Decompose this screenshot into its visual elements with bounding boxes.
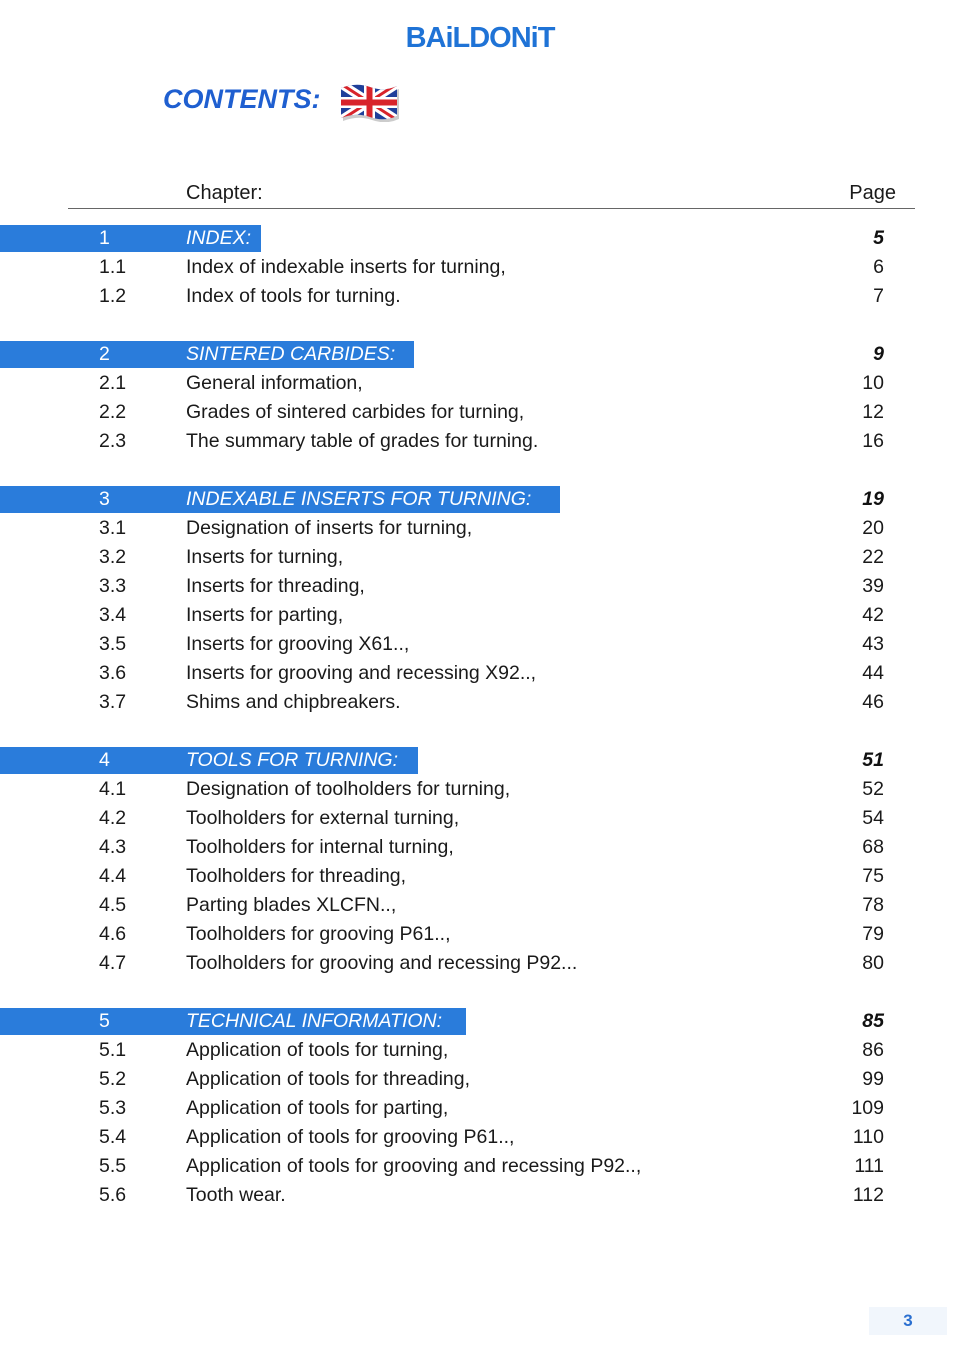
entry-number: 3.1 [99,517,127,539]
entry-page: 75 [862,865,884,887]
entry-number: 4.2 [99,807,127,829]
entry-number: 1.1 [99,256,127,278]
toc-entry[interactable] [0,891,960,920]
toc-entry[interactable] [0,659,960,688]
table-of-contents [0,224,960,1239]
chapter-number: 2 [99,343,110,365]
entry-page: 10 [862,372,884,394]
entry-page: 42 [862,604,884,626]
entry-number: 4.5 [99,894,127,916]
entry-title: Application of tools for grooving and recessing P92.., [186,1155,642,1177]
entry-page: 86 [862,1039,884,1061]
entry-number: 2.1 [99,372,127,394]
chapter-number: 5 [99,1010,110,1032]
entry-title: Designation of inserts for turning, [186,517,473,539]
toc-entry[interactable] [0,514,960,543]
entry-title: Grades of sintered carbides for turning, [186,401,525,423]
toc-chapter-heading[interactable] [0,485,960,514]
entry-number: 5.2 [99,1068,127,1090]
toc-entry[interactable] [0,1065,960,1094]
entry-number: 3.4 [99,604,127,626]
entry-number: 4.7 [99,952,127,974]
entry-title: The summary table of grades for turning. [186,430,539,452]
toc-entry[interactable] [0,282,960,311]
entry-page: 78 [862,894,884,916]
entry-page: 7 [873,285,884,307]
toc-entry[interactable] [0,1094,960,1123]
chapter-title: TECHNICAL INFORMATION: [186,1010,443,1032]
entry-page: 110 [852,1126,884,1148]
entry-page: 79 [862,923,884,945]
entry-page: 112 [852,1184,884,1206]
entry-title: Shims and chipbreakers. [186,691,401,713]
chapter-title: INDEXABLE INSERTS FOR TURNING: [186,488,532,510]
entry-page: 52 [862,778,884,800]
toc-entry[interactable] [0,1123,960,1152]
toc-chapter-heading[interactable] [0,746,960,775]
toc-entry[interactable] [0,804,960,833]
entry-title: Inserts for grooving X61.., [186,633,410,655]
entry-title: Application of tools for threading, [186,1068,471,1090]
entry-title: Designation of toolholders for turning, [186,778,511,800]
entry-title: Tooth wear. [186,1184,286,1206]
entry-title: Application of tools for parting, [186,1097,449,1119]
entry-number: 3.2 [99,546,127,568]
entry-title: Inserts for grooving and recessing X92.., [186,662,537,684]
entry-number: 5.6 [99,1184,127,1206]
entry-page: 80 [862,952,884,974]
toc-entry[interactable] [0,427,960,456]
entry-number: 1.2 [99,285,127,307]
entry-number: 2.3 [99,430,127,452]
entry-title: Toolholders for grooving and recessing P92... [186,952,578,974]
entry-number: 2.2 [99,401,127,423]
entry-page: 68 [862,836,884,858]
entry-number: 5.5 [99,1155,127,1177]
entry-page: 20 [862,517,884,539]
toc-entry[interactable] [0,775,960,804]
toc-entry[interactable] [0,572,960,601]
entry-title: Index of indexable inserts for turning, [186,256,506,278]
chapter-page: 19 [862,488,884,510]
entry-title: Application of tools for turning, [186,1039,449,1061]
entry-number: 3.5 [99,633,127,655]
page-number: 3 [869,1307,947,1335]
toc-entry[interactable] [0,688,960,717]
entry-page: 99 [862,1068,884,1090]
toc-entry[interactable] [0,1036,960,1065]
toc-entry[interactable] [0,949,960,978]
toc-entry[interactable] [0,601,960,630]
toc-entry[interactable] [0,1152,960,1181]
chapter-number: 1 [99,227,110,249]
entry-number: 5.1 [99,1039,127,1061]
entry-number: 3.6 [99,662,127,684]
toc-entry[interactable] [0,253,960,282]
entry-page: 54 [862,807,884,829]
entry-page: 39 [862,575,884,597]
chapter-title: SINTERED CARBIDES: [186,343,396,365]
entry-number: 4.4 [99,865,127,887]
toc-entry[interactable] [0,398,960,427]
uk-flag-icon [338,82,400,122]
entry-number: 3.7 [99,691,127,713]
toc-entry[interactable] [0,833,960,862]
toc-section [0,746,960,978]
entry-title: Inserts for threading, [186,575,365,597]
chapter-title: TOOLS FOR TURNING: [186,749,398,771]
entry-page: 109 [851,1097,884,1119]
entry-title: General information, [186,372,363,394]
toc-entry[interactable] [0,543,960,572]
chapter-title: INDEX: [186,227,252,249]
toc-chapter-heading[interactable] [0,340,960,369]
chapter-page: 5 [873,227,884,249]
entry-title: Toolholders for external turning, [186,807,460,829]
entry-page: 46 [862,691,884,713]
entry-page: 6 [873,256,884,278]
entry-title: Index of tools for turning. [186,285,401,307]
entry-number: 4.3 [99,836,127,858]
entry-title: Toolholders for internal turning, [186,836,454,858]
toc-chapter-heading[interactable] [0,224,960,253]
toc-section [0,1007,960,1210]
entry-page: 12 [862,401,884,423]
entry-page: 44 [862,662,884,684]
entry-page: 111 [854,1155,884,1177]
toc-chapter-heading[interactable] [0,1007,960,1036]
toc-entry[interactable] [0,369,960,398]
entry-page: 43 [862,633,884,655]
entry-number: 5.3 [99,1097,127,1119]
chapter-page: 51 [862,749,884,771]
entry-page: 22 [862,546,884,568]
entry-number: 4.6 [99,923,127,945]
baildonit-logo: BAiLDONiT [405,22,555,54]
toc-entry[interactable] [0,1181,960,1210]
page-column-header: Page [849,182,896,204]
page-title: CONTENTS: [163,84,321,114]
toc-entry[interactable] [0,920,960,949]
entry-title: Application of tools for grooving P61.., [186,1126,515,1148]
chapter-number: 4 [99,749,110,771]
entry-title: Inserts for parting, [186,604,344,626]
toc-entry[interactable] [0,862,960,891]
entry-title: Inserts for turning, [186,546,344,568]
header-divider [68,208,915,209]
toc-section [0,340,960,456]
entry-title: Toolholders for threading, [186,865,407,887]
entry-title: Parting blades XLCFN.., [186,894,397,916]
entry-page: 16 [862,430,884,452]
entry-number: 4.1 [99,778,127,800]
chapter-page: 9 [873,343,884,365]
chapter-page: 85 [862,1010,884,1032]
chapter-number: 3 [99,488,110,510]
toc-entry[interactable] [0,630,960,659]
chapter-column-header: Chapter: [186,182,263,204]
entry-title: Toolholders for grooving P61.., [186,923,451,945]
entry-number: 5.4 [99,1126,127,1148]
entry-number: 3.3 [99,575,127,597]
toc-section [0,485,960,717]
toc-section [0,224,960,311]
